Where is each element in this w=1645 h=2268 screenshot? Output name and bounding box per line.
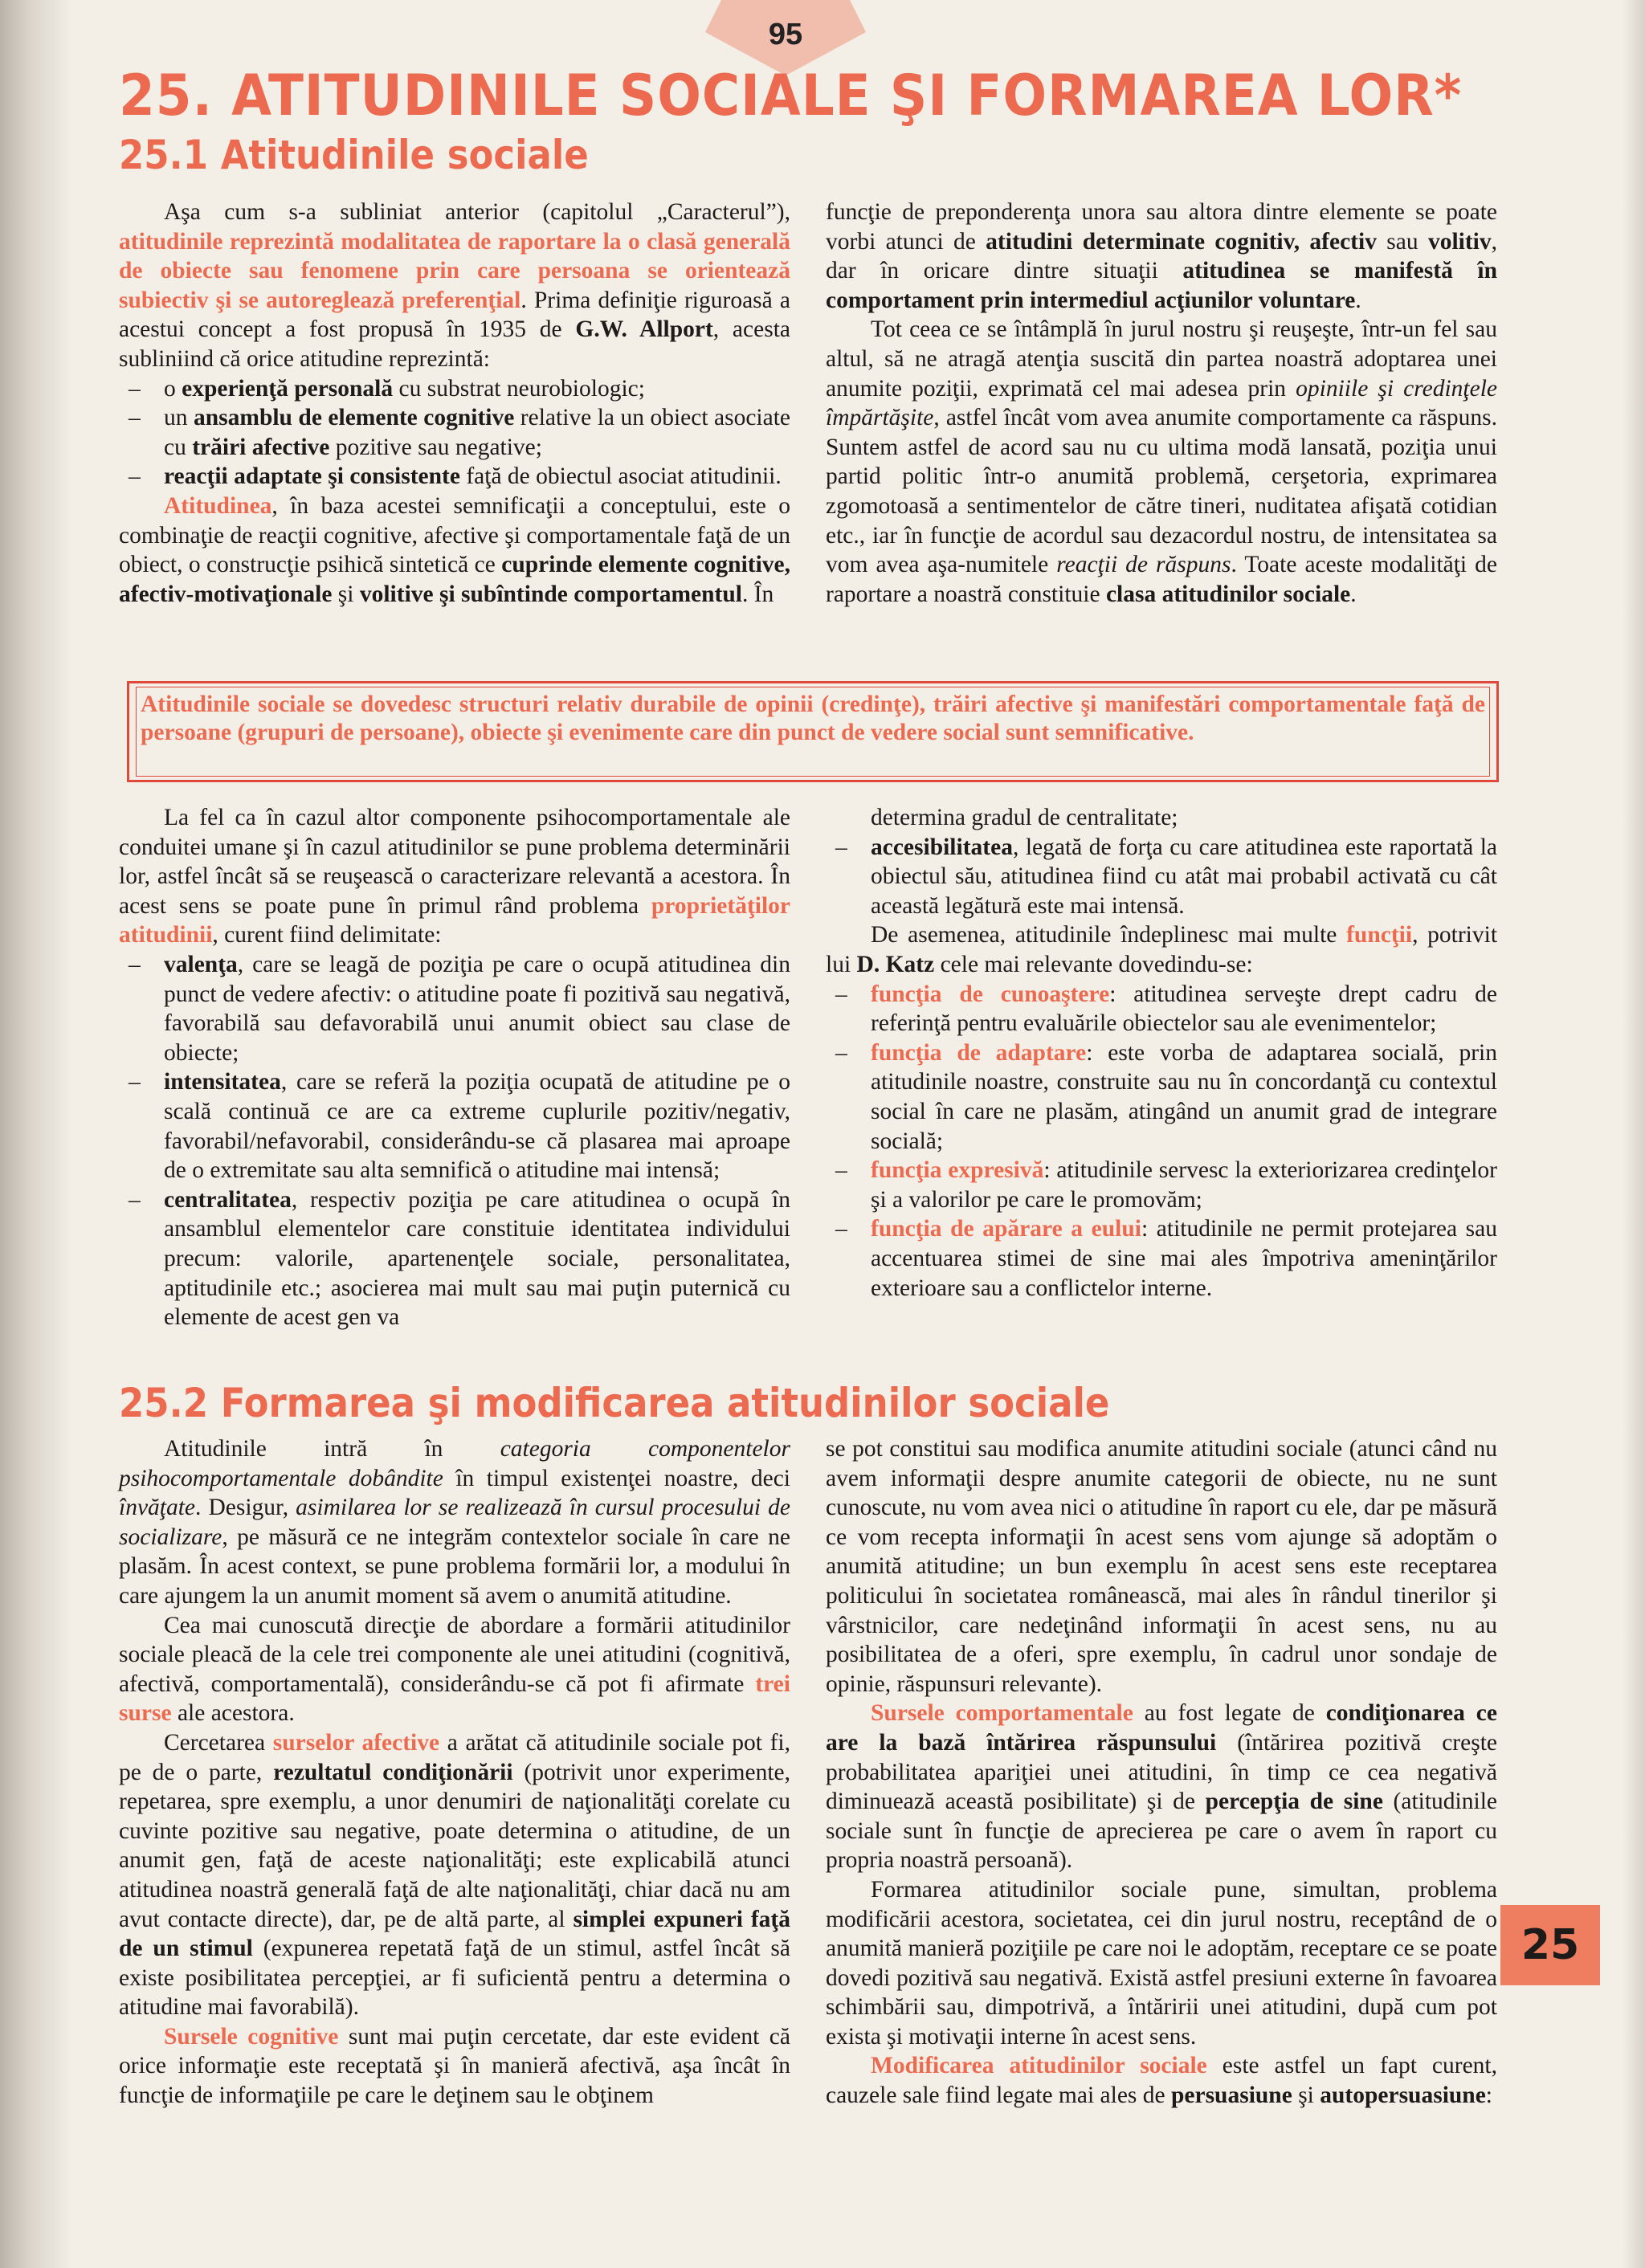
text: : este vorba de adaptarea socială, prin atitudinile noastre, construite sau nu în concordanţă cu contextul social în care ne plasăm, atingând un anumit grad de integrare socială; (871, 1039, 1498, 1154)
text: a arătat că atitudinile sociale pot fi, pe de o parte, (119, 1729, 790, 1785)
text: , care se referă la poziţia ocupată de atitudine pe o scală continuă ce are ca extreme cuplurile pozitiv/negativ, favorabil/nefavorabil, considerându-se că plasarea mai aproape de o extremitate sau alta semnifică o atitudine mai intensă; (164, 1069, 790, 1184)
text: . (1350, 581, 1357, 607)
text: Cea mai cunoscută direcţie de abordare a formării atitudinilor sociale pleacă de la cele trei componente ale unei atitudini (cognitivă, afectivă, comportamentală), considerându-se că pot fi afirmate (119, 1612, 790, 1697)
page-number: 95 (768, 18, 803, 51)
highlight-term: proprietăţilor atitudinii (119, 892, 790, 948)
text: cu substrat neurobiologic; (393, 375, 645, 402)
section-2-right-column (826, 1434, 1497, 2111)
chapter-title: 25. ATITUDINILE SOCIALE ŞI FORMAREA LOR* (119, 63, 1463, 128)
bold-term: atitudinea se manifestă în comportament prin intermediul acţiunilor voluntare (826, 258, 1497, 313)
text: La fel ca în cazul altor componente psihocomportamentale ale conduitei umane şi în cazul atitudinilor se pune problema determinării lor, astfel încât să se reuşească o caracterizare relevantă a acestora. În acest sens se poate pune în primul rând problema (119, 805, 790, 919)
italic-term: opiniile şi credinţele împărtăşite (826, 375, 1498, 431)
bold-term: reacţii adaptate şi consistente (164, 463, 460, 490)
paragraph: Formarea atitudinilor sociale pune, simultan, problema modificării acestora, societatea, cei din jurul nostru, receptând de o anumită manieră poziţiile pe care noi le adoptăm, receptare ce se poate dovedi pozitivă sau negativă. Există astfel presiuni externe în favoarea schimbării sau, dimpotrivă, a întăririi unei atitudini, după cum pot exista şi motivaţii interne în acest sens. (826, 1876, 1497, 2050)
bold-term: intensitatea (164, 1069, 281, 1095)
bold-term: atitudini determinate cognitiv, afectiv (986, 228, 1377, 255)
text: Tot ceea ce se întâmplă în jurul nostru şi reuşeşte, într-un fel sau altul, să ne atragă atenţia suscită din partea noastră adoptarea unei anumite poziţii, exprimată cel mai adesea prin (826, 316, 1497, 402)
bold-term: volitiv (1427, 228, 1492, 255)
text: o (164, 375, 182, 402)
text: . În (741, 581, 774, 607)
italic-term: reacţii de răspuns (1056, 552, 1231, 578)
definition-callout-box (127, 681, 1499, 782)
text: şi (1292, 2082, 1320, 2109)
highlight-term: Sursele comportamentale (871, 1700, 1133, 1727)
text: De asemenea, atitudinile îndeplinesc mai multe (871, 922, 1347, 948)
text: . (1355, 287, 1361, 313)
properties-list-cont (826, 833, 1497, 921)
text: . Toate aceste modalităţi de raportare a noastră constituie (826, 552, 1497, 607)
text: Atitudinile intră în (164, 1436, 500, 1462)
list-item-knowledge-function (826, 980, 1497, 1038)
text: sau (1376, 228, 1428, 255)
text: Cercetarea (164, 1729, 273, 1756)
section-title-25-2: 25.2 Formarea şi modificarea atitudinilor sociale (119, 1380, 1110, 1426)
text: : atitudinile servesc la exteriorizarea credinţelor şi a valorilor pe care le promovăm; (871, 1157, 1497, 1213)
text: funcţie de preponderenţa unora sau altora dintre elemente se poate vorbi atunci de (826, 199, 1497, 255)
text: , astfel încât vom avea anumite comportamente ca răspuns. Suntem astfel de acord sau nu cu ultima modă lansată, poziţia unui partid politic într-o anumită problemă, cerşetoria, exprimarea zgomotoasă a sentimentelor de către tineri, nuditatea afişată cotidian etc., iar în funcţie de acordul sau dezacordul nostru, de intensitatea sa vom avea aşa-numitele (826, 405, 1497, 578)
text: : atitudinea serveşte drept cadru de referinţă pentru evaluările obiectelor sau ale evenimentelor; (871, 981, 1497, 1037)
highlight-term: surselor afective (272, 1729, 440, 1756)
bold-term: cuprinde elemente cognitive, afectiv-motivaţionale (119, 552, 790, 607)
text: un (164, 405, 194, 431)
list-item (119, 403, 790, 462)
bold-term: experienţă personală (182, 375, 394, 402)
section-title-25-1: 25.1 Atitudinile sociale (119, 132, 589, 178)
list-item-ego-defense-function (826, 1214, 1497, 1303)
chapter-tab (1500, 1905, 1600, 1985)
text: faţă de obiectul asociat atitudinii. (459, 463, 782, 490)
highlight-term: trei surse (119, 1670, 790, 1727)
text: . Prima definiţie riguroasă a acestui concept a fost propusă în 1935 de (119, 287, 790, 343)
text: relative la un obiect asociate cu (164, 405, 791, 460)
section-1-left-column (119, 198, 790, 609)
text: (potrivit unor experimente, repetarea, spre exemplu, a unor denumiri de naţionalităţi corelate cu cuvinte pozitive sau negative, poate determina o atitudine, de un anumit gen, faţă de aceste naţionalităţi; este explicabilă atunci atitudinea noastră generală faţă de alte naţionalităţi, chiar dacă nu am avut contacte directe), dar, pe de altă parte, al (119, 1759, 790, 1932)
functions-right-column (826, 803, 1497, 1303)
bold-term: volitive şi subîntinde comportamentul (359, 581, 742, 607)
highlight-definition: atitudinile reprezintă modalitatea de raportare la o clasă generală de obiecte sau fenomene prin care persoana se orientează subiectiv şi se autoreglează preferenţial (119, 228, 790, 313)
italic-term: învăţate (119, 1495, 196, 1521)
highlight-term: funcţia de apărare a eului (871, 1216, 1141, 1242)
bold-term: rezultatul condiţionării (273, 1759, 513, 1785)
text: , potrivit lui (826, 922, 1498, 977)
paragraph (119, 1611, 790, 1728)
bold-term: clasa atitudinilor sociale (1105, 581, 1351, 607)
text: este astfel un fapt curent, cauzele sale fiind legate mai ales de (826, 2053, 1498, 2109)
paragraph (826, 2051, 1497, 2110)
highlight-term: Atitudinea (164, 492, 272, 519)
bold-term: autopersuasiune (1320, 2082, 1486, 2109)
allport-list (119, 374, 790, 492)
text: (expunerea repetată faţă de un stimul, astfel încât să existe posibilitatea percepţiei, ar fi suficientă pentru a determina o atitudine mai favorabilă). (119, 1936, 790, 2021)
highlight-term: funcţia de cunoaştere (871, 981, 1110, 1007)
text: au fost legate de (1133, 1700, 1326, 1727)
text: : (1485, 2082, 1492, 2109)
callout-text: Atitudinile sociale se dovedesc structuri relativ durabile de opinii (credinţe), trăiri afective şi manifestări comportamentale faţă de persoane (grupuri de persoane), obiecte şi evenimente care din punct de vedere social sunt semnificative. (141, 691, 1485, 745)
properties-list (119, 950, 790, 1332)
text: şi (332, 581, 360, 607)
text: pozitive sau negative; (329, 434, 542, 460)
bold-term: condiţionarea ce are la bază întărirea răspunsului (826, 1700, 1497, 1756)
list-item (119, 374, 790, 404)
highlight-term: Sursele cognitive (164, 2023, 339, 2050)
section-2-left-column (119, 1434, 790, 2111)
text: ale acestora. (171, 1700, 295, 1727)
italic-term: asimilarea lor se realizează în cursul procesului de socializare (119, 1495, 791, 1550)
highlight-term: funcţii (1346, 922, 1413, 948)
paragraph: se pot constitui sau modifica anumite atitudini sociale (atunci când nu avem informaţii despre anumite categorii de obiecte, nu ne sunt cunoscute, nu vom avea nici o atitudine în raport cu ele, dar pe măsură ce vom recepta informaţii în acest sens vom ajunge să adoptăm o anumită atitudine; un bun exemplu în acest sens este receptarea politicului în societatea românească, mai ales în rândul tinerilor şi vârstnicilor, care nedeţinând informaţii în acest sens, nu au posibilitatea de a oferi, spre exemplu, în cadrul unor sondaje de opinie, răspunsuri relevante). (826, 1436, 1497, 1697)
chapter-tab-number: 25 (1521, 1921, 1580, 1969)
text: , acesta subliniind că orice atitudine reprezintă: (119, 316, 790, 372)
text: : atitudinile ne permit protejarea sau accentuarea stimei de sine mai ales împotriva ameninţărilor exterioare sau a conflictelor interne. (871, 1216, 1497, 1301)
paragraph (119, 198, 790, 374)
text: , dar în oricare dintre situaţii (826, 228, 1497, 284)
bold-term: trăiri afective (192, 434, 330, 460)
bold-term: valenţa (164, 951, 238, 977)
section-1-right-column (826, 198, 1497, 609)
author-name: G.W. Allport (575, 316, 713, 343)
paragraph (826, 1699, 1497, 1875)
highlight-term: funcţia de adaptare (871, 1039, 1087, 1066)
paragraph (826, 198, 1497, 315)
paragraph (119, 1728, 790, 2022)
page-edge-shadow (1623, 0, 1645, 2268)
highlight-term: funcţia expresivă (871, 1157, 1044, 1184)
text: , respectiv poziţia pe care atitudinea o ocupă în ansamblul elementelor care constituie identitatea individului precum: valorile, apartenenţele sociale, personalitatea, aptitudinile etc.; asocierea mai mult sau mai puţin puternică cu elemente de acest gen va (164, 1186, 790, 1331)
text: , în baza acestei semnificaţii a conceptului, este o combinaţie de reacţii cognitive, afective şi comportamentale faţă de un obiect, o construcţie psihică sintetică ce (119, 492, 790, 578)
text: sunt mai puţin cercetate, dar este evident că orice informaţie este receptată şi în manieră afectivă, aşa încât în funcţie de informaţiile pe care le deţinem sau le obţinem (119, 2023, 790, 2109)
list-item-intensity (119, 1067, 790, 1185)
text: (întărirea pozitivă creşte probabilitatea apariţiei unei atitudini, în timp ce cea negativă diminuează această posibilitate) şi de (826, 1729, 1497, 1815)
list-item-valence (119, 950, 790, 1067)
text: , care se leagă de poziţia pe care o ocupă atitudinea din punct de vedere afectiv: o atitudine poate fi pozitivă sau negativă, favorabilă sau defavorabilă unui anumit obiect sau clase de obiecte; (164, 951, 790, 1066)
text: (atitudinile sociale sunt în funcţie de aprecierea pe care o avem în raport cu propria noastră persoană). (826, 1789, 1497, 1874)
bold-term: ansamblu de elemente cognitive (193, 405, 515, 431)
text: , pe măsură ce ne integrăm contextelor sociale în care ne plasăm. În acest context, se pune problema formării lor, a modului în care ajungem la un anumit moment să avem o anumită atitudine. (119, 1524, 790, 1609)
list-item-expressive-function (826, 1156, 1497, 1214)
paragraph (119, 492, 790, 609)
bold-term: centralitatea (164, 1186, 292, 1213)
bold-term: simplei expuneri faţă de un stimul (119, 1906, 790, 1962)
text: , curent fiind delimitate: (212, 922, 442, 948)
paragraph (119, 803, 790, 950)
text: cele mai relevante dovedindu-se: (934, 951, 1253, 977)
book-spine-shadow (0, 0, 72, 2268)
highlight-term: Modificarea atitudinilor sociale (871, 2053, 1207, 2079)
list-item-accessibility (826, 833, 1497, 921)
paragraph (826, 315, 1497, 609)
text: , legată de forţa cu care atitudinea este raportată la obiectul său, atitudinea fiind cu atât mai probabil activată cu cât această legătură este mai intensă. (871, 834, 1497, 919)
author-name: D. Katz (856, 951, 935, 977)
text: . Desigur, (195, 1495, 296, 1521)
bold-term: persuasiune (1170, 2082, 1292, 2109)
text: Aşa cum s-a subliniat anterior (capitolul „Caracterul”), (164, 199, 790, 225)
paragraph (119, 2022, 790, 2111)
bold-term: accesibilitatea (871, 834, 1013, 860)
functions-list (826, 980, 1497, 1303)
paragraph (119, 1434, 790, 1611)
list-item-adaptation-function (826, 1038, 1497, 1156)
continuation: determina gradul de centralitate; (871, 805, 1178, 830)
list-item (119, 462, 790, 492)
text: în timpul existenţei noastre, deci (443, 1465, 790, 1491)
properties-left-column (119, 803, 790, 1332)
paragraph (826, 920, 1497, 979)
italic-term: categoria componentelor psihocomportamentale dobândite (119, 1436, 790, 1491)
bold-term: percepţia de sine (1205, 1789, 1383, 1815)
list-item-centrality (119, 1185, 790, 1332)
